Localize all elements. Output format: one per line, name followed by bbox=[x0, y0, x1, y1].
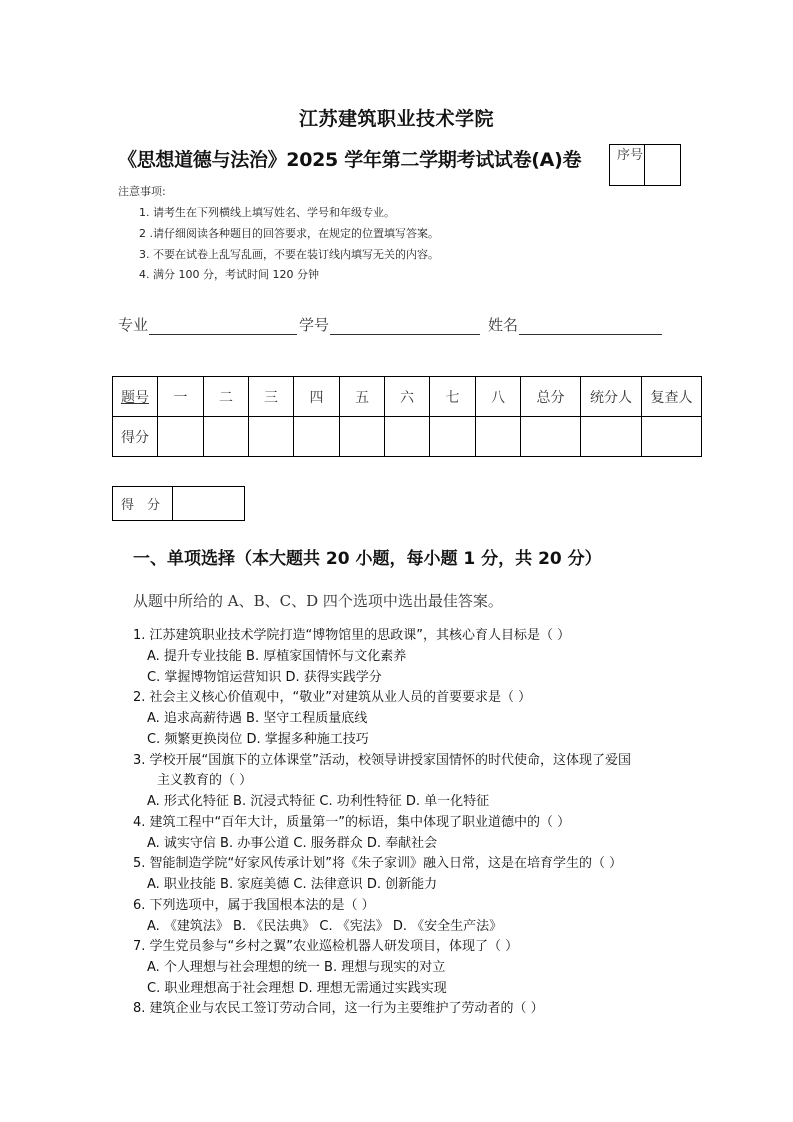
score-table-value-row bbox=[113, 417, 702, 457]
score-header-cell: 八 bbox=[476, 377, 521, 417]
section-title: 一、单项选择（本大题共 20 小题，每小题 1 分，共 20 分） bbox=[133, 549, 602, 569]
notice-item: 1. 请考生在下列横线上填写姓名、学号和年级专业。 bbox=[139, 206, 395, 219]
question-stem: 3. 学校开展“国旗下的立体课堂”活动，校领导讲授家国情怀的时代使命，这体现了爱国 bbox=[133, 753, 632, 768]
name-field[interactable] bbox=[519, 318, 662, 335]
score-cell[interactable] bbox=[430, 417, 476, 457]
question-options: C. 职业理想高于社会理想 D. 理想无需通过实践实现 bbox=[147, 981, 447, 996]
question-stem: 6. 下列选项中，属于我国根本法的是（ ） bbox=[133, 898, 375, 913]
score-summary-table bbox=[112, 376, 702, 457]
school-name: 江苏建筑职业技术学院 bbox=[298, 108, 494, 130]
question-options: A. 《建筑法》 B. 《民法典》 C. 《宪法》 D. 《安全生产法》 bbox=[147, 919, 503, 934]
score-cell[interactable] bbox=[476, 417, 521, 457]
student-info-line bbox=[118, 314, 664, 335]
notice-item: 3. 不要在试卷上乱写乱画，不要在装订线内填写无关的内容。 bbox=[139, 248, 439, 261]
score-header-cell: 七 bbox=[430, 377, 476, 417]
question-stem: 5. 智能制造学院“好家风传承计划”将《朱子家训》融入日常，这是在培育学生的（ ） bbox=[133, 856, 623, 871]
score-row-label: 得分 bbox=[113, 417, 158, 457]
notice-item: 4. 满分 100 分，考试时间 120 分钟 bbox=[139, 268, 319, 281]
score-cell[interactable] bbox=[581, 417, 642, 457]
exam-title: 《思想道德与法治》2025 学年第二学期考试试卷(A)卷 bbox=[118, 149, 582, 171]
question-stem: 2. 社会主义核心价值观中，“敬业”对建筑从业人员的首要要求是（ ） bbox=[133, 690, 532, 705]
name-label: 姓名 bbox=[488, 316, 519, 334]
notice-item: 2 .请仔细阅读各种题目的回答要求，在规定的位置填写答案。 bbox=[139, 227, 439, 240]
question-stem: 8. 建筑企业与农民工签订劳动合同，这一行为主要维护了劳动者的（ ） bbox=[133, 1001, 544, 1016]
major-field[interactable] bbox=[149, 318, 297, 335]
score-header-cell: 六 bbox=[385, 377, 430, 417]
score-cell[interactable] bbox=[158, 417, 204, 457]
question-options: A. 诚实守信 B. 办事公道 C. 服务群众 D. 奉献社会 bbox=[147, 836, 438, 851]
score-header-cell: 四 bbox=[294, 377, 340, 417]
question-options: C. 掌握博物馆运营知识 D. 获得实践学分 bbox=[147, 670, 382, 685]
score-header-cell: 复查人 bbox=[642, 377, 702, 417]
score-cell[interactable] bbox=[642, 417, 702, 457]
score-header-cell: 五 bbox=[340, 377, 385, 417]
score-cell[interactable] bbox=[521, 417, 581, 457]
score-table-header-row bbox=[113, 377, 702, 417]
score-cell[interactable] bbox=[204, 417, 249, 457]
score-cell[interactable] bbox=[340, 417, 385, 457]
sequence-number-label: 序号 bbox=[610, 145, 645, 185]
score-cell[interactable] bbox=[385, 417, 430, 457]
question-options: A. 形式化特征 B. 沉浸式特征 C. 功利性特征 D. 单一化特征 bbox=[147, 794, 490, 809]
question-options: A. 个人理想与社会理想的统一 B. 理想与现实的对立 bbox=[147, 960, 446, 975]
score-header-cell: 三 bbox=[249, 377, 294, 417]
score-header-cell: 二 bbox=[204, 377, 249, 417]
score-header-cell: 总分 bbox=[521, 377, 581, 417]
section-score-label: 得 分 bbox=[113, 487, 173, 521]
question-stem: 4. 建筑工程中“百年大计，质量第一”的标语，集中体现了职业道德中的（ ） bbox=[133, 815, 571, 830]
student-id-field[interactable] bbox=[330, 318, 480, 335]
score-header-cell: 统分人 bbox=[581, 377, 642, 417]
score-header-cell: 一 bbox=[158, 377, 204, 417]
notice-heading: 注意事项: bbox=[118, 185, 166, 198]
section-score-field[interactable] bbox=[173, 487, 245, 521]
question-stem-continuation: 主义教育的（ ） bbox=[157, 773, 253, 788]
question-stem: 7. 学生党员参与“乡村之翼”农业巡检机器人研发项目，体现了（ ） bbox=[133, 939, 519, 954]
sequence-number-box bbox=[609, 144, 681, 186]
question-options: A. 提升专业技能 B. 厚植家国情怀与文化素养 bbox=[147, 649, 407, 664]
score-header-cell: 题号 bbox=[113, 377, 158, 417]
student-id-label: 学号 bbox=[299, 316, 330, 334]
score-cell[interactable] bbox=[249, 417, 294, 457]
question-options: A. 追求高薪待遇 B. 坚守工程质量底线 bbox=[147, 711, 368, 726]
section-score-box bbox=[112, 486, 245, 521]
question-options: C. 频繁更换岗位 D. 掌握多种施工技巧 bbox=[147, 732, 369, 747]
section-description: 从题中所给的 A、B、C、D 四个选项中选出最佳答案。 bbox=[133, 592, 503, 610]
score-cell[interactable] bbox=[294, 417, 340, 457]
question-options: A. 职业技能 B. 家庭美德 C. 法律意识 D. 创新能力 bbox=[147, 877, 438, 892]
question-stem: 1. 江苏建筑职业技术学院打造“博物馆里的思政课”，其核心育人目标是（ ） bbox=[133, 628, 571, 643]
sequence-number-field[interactable] bbox=[645, 145, 680, 185]
major-label: 专业 bbox=[118, 316, 149, 334]
